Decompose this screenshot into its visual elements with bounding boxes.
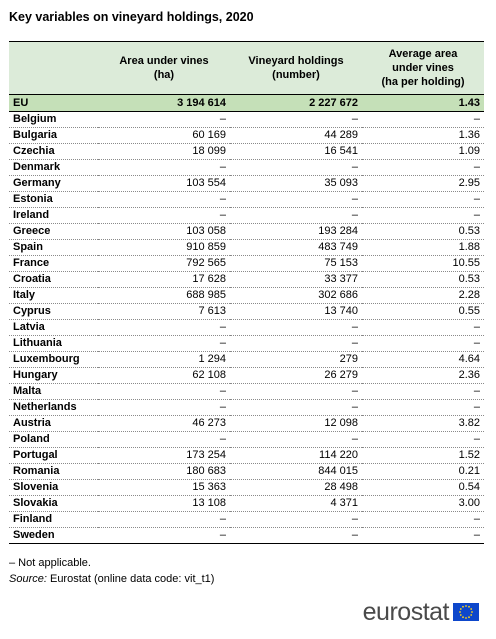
average-cell: 4.64 <box>362 352 484 368</box>
table-row <box>9 192 484 208</box>
holdings-cell: 35 093 <box>230 176 362 192</box>
area-cell: 17 628 <box>98 272 230 288</box>
area-cell: 1 294 <box>98 352 230 368</box>
table-row <box>9 416 484 432</box>
country-cell: Poland <box>9 432 98 448</box>
area-cell: 15 363 <box>98 480 230 496</box>
average-cell: 1.36 <box>362 128 484 144</box>
table-row <box>9 240 484 256</box>
country-cell: Romania <box>9 464 98 480</box>
area-cell: 103 058 <box>98 224 230 240</box>
area-cell: 180 683 <box>98 464 230 480</box>
country-cell: Luxembourg <box>9 352 98 368</box>
holdings-cell: 75 153 <box>230 256 362 272</box>
area-cell: – <box>98 320 230 336</box>
holdings-cell: – <box>230 432 362 448</box>
area-cell: 173 254 <box>98 448 230 464</box>
area-cell: – <box>98 528 230 544</box>
table-row <box>9 224 484 240</box>
holdings-cell: – <box>230 192 362 208</box>
table-row <box>9 128 484 144</box>
average-cell: 3.82 <box>362 416 484 432</box>
table-row <box>9 464 484 480</box>
holdings-cell: 114 220 <box>230 448 362 464</box>
holdings-cell: 193 284 <box>230 224 362 240</box>
table-row <box>9 256 484 272</box>
table-row <box>9 400 484 416</box>
holdings-cell: – <box>230 208 362 224</box>
average-cell: 3.00 <box>362 496 484 512</box>
country-cell: Hungary <box>9 368 98 384</box>
table-row <box>9 448 484 464</box>
country-cell: Latvia <box>9 320 98 336</box>
average-cell: 10.55 <box>362 256 484 272</box>
country-cell: Italy <box>9 288 98 304</box>
area-cell: 910 859 <box>98 240 230 256</box>
average-cell: 0.53 <box>362 272 484 288</box>
country-cell: Czechia <box>9 144 98 160</box>
holdings-cell: 279 <box>230 352 362 368</box>
area-cell: 3 194 614 <box>98 95 230 112</box>
table-row <box>9 112 484 128</box>
country-cell: Bulgaria <box>9 128 98 144</box>
holdings-cell: 13 740 <box>230 304 362 320</box>
holdings-cell: 483 749 <box>230 240 362 256</box>
area-cell: – <box>98 512 230 528</box>
country-cell: Cyprus <box>9 304 98 320</box>
country-cell: Austria <box>9 416 98 432</box>
area-cell: 13 108 <box>98 496 230 512</box>
country-cell: Estonia <box>9 192 98 208</box>
country-cell: Spain <box>9 240 98 256</box>
holdings-cell: 12 098 <box>230 416 362 432</box>
table-row <box>9 432 484 448</box>
country-cell: Slovakia <box>9 496 98 512</box>
average-cell: – <box>362 320 484 336</box>
average-cell: 2.36 <box>362 368 484 384</box>
area-cell: 46 273 <box>98 416 230 432</box>
average-cell: 0.55 <box>362 304 484 320</box>
vineyard-table <box>9 41 484 544</box>
header-row <box>9 42 484 95</box>
country-cell: Denmark <box>9 160 98 176</box>
country-cell: Sweden <box>9 528 98 544</box>
holdings-cell: – <box>230 512 362 528</box>
table-row <box>9 208 484 224</box>
area-cell: 18 099 <box>98 144 230 160</box>
area-cell: – <box>98 192 230 208</box>
eu-flag-icon <box>453 603 479 621</box>
holdings-cell: 44 289 <box>230 128 362 144</box>
average-cell: – <box>362 336 484 352</box>
average-cell: 1.52 <box>362 448 484 464</box>
holdings-cell: 4 371 <box>230 496 362 512</box>
table-row <box>9 320 484 336</box>
average-cell: – <box>362 112 484 128</box>
area-cell: 688 985 <box>98 288 230 304</box>
country-cell: EU <box>9 95 98 112</box>
country-cell: Slovenia <box>9 480 98 496</box>
average-cell: – <box>362 512 484 528</box>
country-cell: Belgium <box>9 112 98 128</box>
holdings-cell: 2 227 672 <box>230 95 362 112</box>
header-average: Average area under vines (ha per holding) <box>362 42 484 95</box>
area-cell: – <box>98 336 230 352</box>
table-row <box>9 176 484 192</box>
table-row <box>9 336 484 352</box>
country-cell: France <box>9 256 98 272</box>
area-cell: – <box>98 400 230 416</box>
country-cell: Netherlands <box>9 400 98 416</box>
holdings-cell: – <box>230 528 362 544</box>
holdings-cell: 33 377 <box>230 272 362 288</box>
holdings-cell: – <box>230 112 362 128</box>
notes <box>9 555 214 587</box>
average-cell: 0.53 <box>362 224 484 240</box>
source-label: Source: <box>9 573 47 585</box>
holdings-cell: – <box>230 336 362 352</box>
holdings-cell: 302 686 <box>230 288 362 304</box>
header-area: Area under vines (ha) <box>98 42 230 95</box>
average-cell: 2.28 <box>362 288 484 304</box>
area-cell: 103 554 <box>98 176 230 192</box>
country-cell: Germany <box>9 176 98 192</box>
country-cell: Finland <box>9 512 98 528</box>
source-text: Eurostat (online data code: vit_t1) <box>46 573 215 585</box>
table-row <box>9 480 484 496</box>
country-cell: Croatia <box>9 272 98 288</box>
table-body <box>9 95 484 544</box>
table-row <box>9 160 484 176</box>
table-row <box>9 368 484 384</box>
holdings-cell: – <box>230 160 362 176</box>
area-cell: – <box>98 160 230 176</box>
country-cell: Malta <box>9 384 98 400</box>
area-cell: – <box>98 208 230 224</box>
table-row <box>9 144 484 160</box>
footnote: – Not applicable. <box>9 557 91 569</box>
area-cell: – <box>98 432 230 448</box>
table-row-eu <box>9 95 484 112</box>
average-cell: – <box>362 432 484 448</box>
holdings-cell: – <box>230 320 362 336</box>
holdings-cell: 844 015 <box>230 464 362 480</box>
average-cell: 1.09 <box>362 144 484 160</box>
area-cell: 62 108 <box>98 368 230 384</box>
country-cell: Ireland <box>9 208 98 224</box>
table-row <box>9 304 484 320</box>
table-row <box>9 528 484 544</box>
area-cell: 792 565 <box>98 256 230 272</box>
area-cell: – <box>98 112 230 128</box>
average-cell: 0.54 <box>362 480 484 496</box>
average-cell: 1.88 <box>362 240 484 256</box>
average-cell: – <box>362 192 484 208</box>
average-cell: – <box>362 400 484 416</box>
holdings-cell: – <box>230 400 362 416</box>
average-cell: 1.43 <box>362 95 484 112</box>
table-row <box>9 384 484 400</box>
holdings-cell: 28 498 <box>230 480 362 496</box>
area-cell: 7 613 <box>98 304 230 320</box>
header-holdings: Vineyard holdings (number) <box>230 42 362 95</box>
average-cell: – <box>362 160 484 176</box>
eurostat-logo <box>363 598 479 626</box>
table-row <box>9 272 484 288</box>
average-cell: – <box>362 208 484 224</box>
table-row <box>9 512 484 528</box>
table-row <box>9 352 484 368</box>
area-cell: – <box>98 384 230 400</box>
average-cell: 2.95 <box>362 176 484 192</box>
holdings-cell: 26 279 <box>230 368 362 384</box>
average-cell: – <box>362 384 484 400</box>
average-cell: 0.21 <box>362 464 484 480</box>
source-line <box>9 571 214 587</box>
area-cell: 60 169 <box>98 128 230 144</box>
holdings-cell: 16 541 <box>230 144 362 160</box>
country-cell: Portugal <box>9 448 98 464</box>
logo-text: eurostat <box>362 598 449 626</box>
header-country <box>9 42 98 95</box>
table-row <box>9 288 484 304</box>
country-cell: Greece <box>9 224 98 240</box>
holdings-cell: – <box>230 384 362 400</box>
average-cell: – <box>362 528 484 544</box>
table-title: Key variables on vineyard holdings, 2020 <box>9 10 254 24</box>
table-row <box>9 496 484 512</box>
country-cell: Lithuania <box>9 336 98 352</box>
